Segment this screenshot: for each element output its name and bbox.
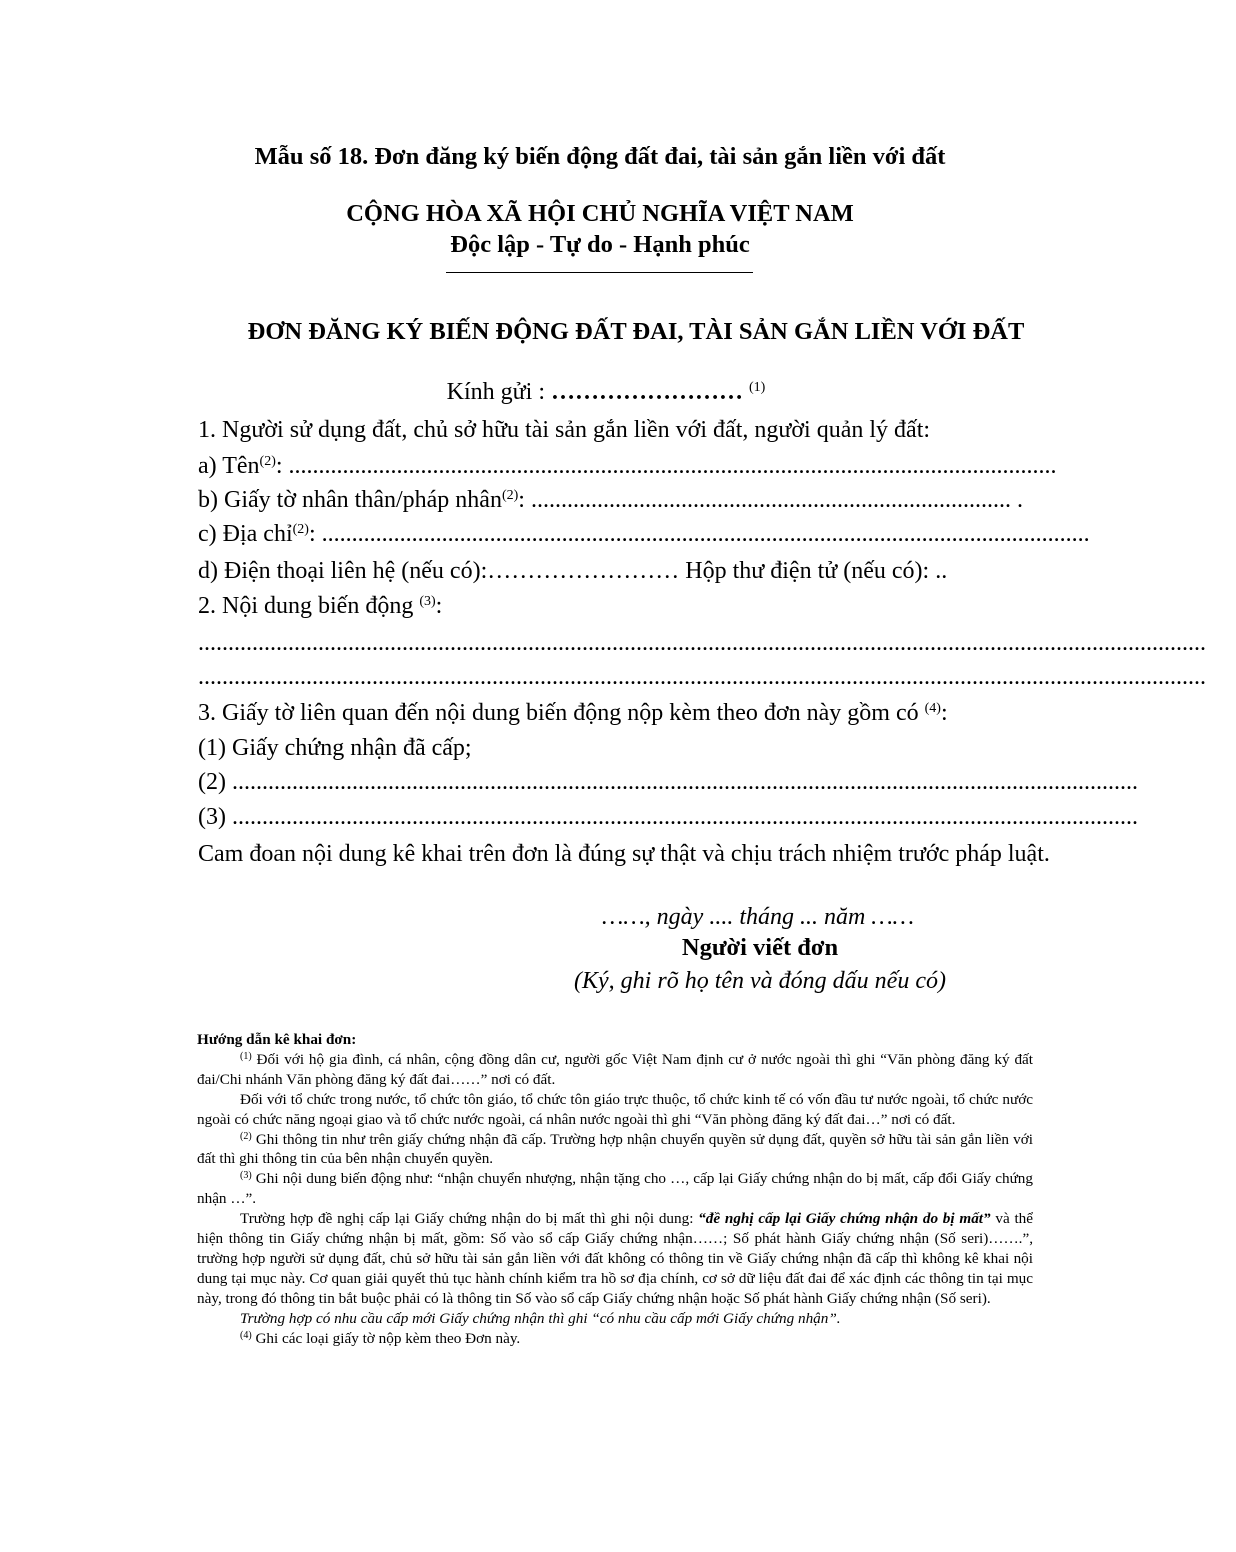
section1-heading: 1. Người sử dụng đất, chủ sở hữu tài sản gắn liền với đất, người quản lý đất: — [198, 417, 931, 443]
guide-note-2-text: Ghi thông tin như trên giấy chứng nhận đã cấp. Trường hợp nhận chuyển quyền sử dụng đất, quyền sở hữu tài sản gắn liền với đất thì ghi thông tin của bên nhận chuyển quyền. — [197, 1130, 1033, 1168]
signature-note: (Ký, ghi rõ họ tên và đóng dấu nếu có) — [574, 968, 946, 994]
guide-section — [197, 1030, 1033, 1349]
footnote-ref: (2) — [292, 522, 309, 537]
attachment-item-2-blank: ....................................................................................................................................................... — [231, 769, 1138, 795]
address-blank: ................................................................................................................................ — [321, 521, 1090, 547]
section3-heading-text: 3. Giấy tờ liên quan đến nội dung biến động nộp kèm theo đơn này gồm có — [198, 700, 925, 726]
attachment-item-2 — [198, 768, 1138, 796]
footnote-ref: (1) — [240, 1050, 252, 1062]
footnote-ref: (1) — [749, 380, 766, 395]
contact-line — [198, 556, 947, 586]
recipient-label: Kính gửi : — [446, 379, 551, 405]
guide-note-3-text: Ghi nội dung biến động như: “nhận chuyển nhượng, nhận tặng cho …, cấp lại Giấy chứng nhận do bị mất, cấp đổi Giấy chứng nhận …”. — [197, 1170, 1033, 1208]
section2-heading: 2. Nội dung biến động $^{(3)}$: — [198, 593, 443, 619]
name-label: a) Tên — [198, 453, 260, 479]
date-line: ……, ngày .... tháng ... năm …… — [601, 904, 914, 930]
attachment-item-3 — [198, 803, 1138, 831]
attachment-item-3-label: (3) — [198, 804, 232, 830]
country-name: CỘNG HÒA XÃ HỘI CHỦ NGHĨA VIỆT NAM — [346, 200, 854, 227]
guide-note-3b — [197, 1209, 1033, 1309]
footnote-ref: (2) — [240, 1130, 252, 1142]
motto-underline — [446, 272, 753, 273]
guide-note-3b-post: và thể hiện thông tin Giấy chứng nhận bị mất, gồm: Số vào sổ cấp Giấy chứng nhận……; Số phát hành Giấy chứng nhận (Số seri)…….”, trường hợp người sử dụng đất, chủ sở hữu tài sản gắn liền với đất không có thông tin về Giấy chứng nhận đã cấp thì không kê khai nội dung tại mục này. Cơ quan giải quyết thủ tục hành chính kiểm tra hồ sơ địa chính, cơ sở dữ liệu đất đai để xác định các thông tin tại mục này, trong đó thông tin bắt buộc phải có là thông tin Số vào sổ cấp Giấy chứng nhận hoặc Số phát hành Giấy chứng nhận (Số seri). — [197, 1210, 1034, 1307]
commitment-statement: Cam đoan nội dung kê khai trên đơn là đúng sự thật và chịu trách nhiệm trước pháp luật. — [198, 841, 1050, 867]
id-line: b) Giấy tờ nhân thân/pháp nhân$^{(2)}$: ................................................................................ . — [198, 487, 1023, 513]
national-motto: Độc lập - Tự do - Hạnh phúc — [450, 231, 750, 258]
footnote-ref: (3) — [419, 594, 436, 609]
guide-note-4 — [197, 1329, 1033, 1349]
template-title: Mẫu số 18. Đơn đăng ký biến động đất đai, tài sản gắn liền với đất — [254, 143, 946, 170]
guide-note-2 — [197, 1130, 1033, 1170]
address-label: c) Địa chỉ — [198, 521, 293, 547]
guide-note-4-text: Ghi các loại giấy tờ nộp kèm theo Đơn này. — [251, 1329, 521, 1347]
signer-label: Người viết đơn — [681, 934, 839, 961]
section3-heading: 3. Giấy tờ liên quan đến nội dung biến động nộp kèm theo đơn này gồm có $^{(4)}$: — [198, 700, 948, 726]
name-blank: ................................................................................................................................ — [288, 453, 1057, 479]
name-line: a) Tên$^{(2)}$: ................................................................................................................................ — [198, 453, 1057, 479]
email-label: Hộp thư điện tử (nếu có): .. — [679, 558, 948, 584]
phone-label: d) Điện thoại liên hệ (nếu có): — [198, 558, 488, 584]
change-content-blank-2: ........................................................................................................................................................................ — [198, 664, 1206, 690]
section2-heading-text: 2. Nội dung biến động — [198, 593, 420, 619]
attachment-item-3-blank: ....................................................................................................................................................... — [231, 804, 1138, 830]
footnote-ref: (4) — [924, 701, 941, 716]
guide-note-1-text: Đối với hộ gia đình, cá nhân, cộng đồng dân cư, người gốc Việt Nam định cư ở nước ngoài thì ghi “Văn phòng đăng ký đất đai/Chi nhánh Văn phòng đăng ký đất đai……” nơi có đất. — [197, 1050, 1033, 1088]
guide-note-3 — [197, 1169, 1033, 1209]
id-blank: ................................................................................ . — [530, 487, 1023, 513]
footnote-ref: (2) — [501, 488, 519, 503]
guide-note-1b: Đối với tổ chức trong nước, tổ chức tôn giáo, tổ chức tôn giáo trực thuộc, tổ chức kinh tế có vốn đầu tư nước ngoài, tổ chức nước ngoài có chức năng ngoại giao và tổ chức nước ngoài, cá nhân nước ngoài thì ghi “Văn phòng đăng ký đất đai…” nơi có đất. — [197, 1090, 1033, 1128]
guide-note-1 — [197, 1050, 1033, 1090]
attachment-item-2-label: (2) — [198, 769, 232, 795]
recipient-blank: …………………… — [551, 379, 743, 405]
id-label: b) Giấy tờ nhân thân/pháp nhân — [198, 487, 502, 513]
guide-note-3c: Trường hợp có nhu cầu cấp mới Giấy chứng nhận thì ghi “có nhu cầu cấp mới Giấy chứng nhận”. — [240, 1309, 841, 1327]
guide-note-3b-pre: Trường hợp đề nghị cấp lại Giấy chứng nhận do bị mất thì ghi nội dung: — [240, 1210, 699, 1228]
footnote-ref: (2) — [259, 454, 276, 469]
footnote-ref: (3) — [240, 1170, 252, 1182]
address-line: c) Địa chỉ$^{(2)}$: ................................................................................................................................ — [198, 521, 1090, 547]
phone-blank: …………………… — [487, 558, 680, 584]
attachment-item-1: (1) Giấy chứng nhận đã cấp; — [198, 735, 472, 761]
footnote-ref: (4) — [240, 1329, 252, 1341]
document-title: ĐƠN ĐĂNG KÝ BIẾN ĐỘNG ĐẤT ĐAI, TÀI SẢN GẮN LIỀN VỚI ĐẤT — [247, 318, 1025, 345]
guide-title: Hướng dẫn kê khai đơn: — [197, 1031, 357, 1048]
recipient-line — [6, 377, 1206, 407]
guide-note-3b-italic: “đề nghị cấp lại Giấy chứng nhận do bị mất” — [698, 1210, 991, 1228]
change-content-blank-1: ........................................................................................................................................................................ — [198, 630, 1206, 656]
